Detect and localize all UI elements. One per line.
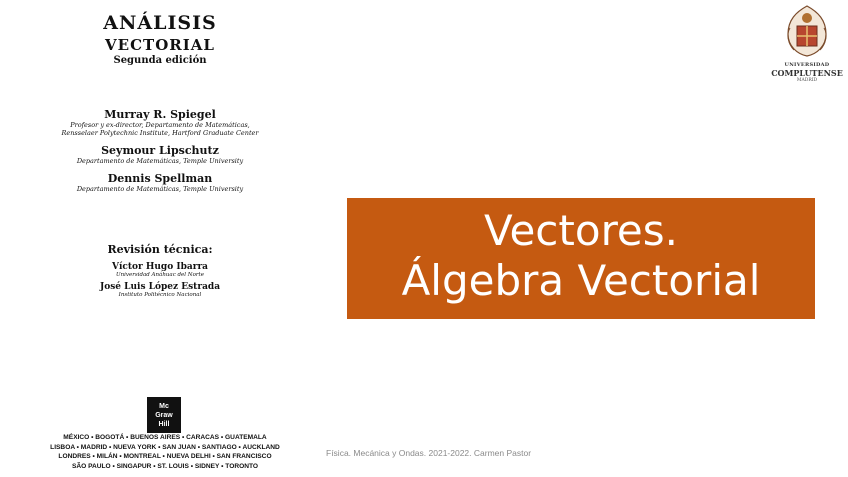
author bbox=[40, 172, 280, 193]
logo-line: Graw bbox=[155, 411, 173, 419]
authors-list bbox=[40, 108, 280, 200]
author bbox=[40, 144, 280, 165]
cities-line: MÉXICO • BOGOTÁ • BUENOS AIRES • CARACAS • GUATEMALA bbox=[63, 434, 267, 441]
author-affiliation: Departamento de Matemáticas, Temple University bbox=[76, 157, 244, 165]
cities-line: SÃO PAULO • SINGAPUR • ST. LOUIS • SIDNEY • TORONTO bbox=[71, 462, 259, 470]
logo-line: Mc bbox=[159, 402, 169, 410]
reviewer-name: Víctor Hugo Ibarra bbox=[111, 262, 209, 272]
book-cover bbox=[0, 0, 330, 477]
author-affiliation: Departamento de Matemáticas, Temple University bbox=[76, 185, 244, 193]
author bbox=[40, 108, 280, 137]
author-affiliation: Profesor y ex-director, Departamento de Matemáticas, Rensselaer Polytechnic Institute, Hartford Graduate Center bbox=[61, 121, 259, 137]
title-banner bbox=[347, 198, 815, 319]
mcgraw-hill-logo bbox=[147, 397, 181, 433]
logo-line: Hill bbox=[158, 420, 170, 428]
cities-line: LONDRES • MILÁN • MONTREAL • NUEVA DELHI • SAN FRANCISCO bbox=[58, 453, 272, 460]
book-title-line1: ANÁLISIS bbox=[103, 12, 217, 34]
book-title-line2: VECTORIAL bbox=[105, 36, 215, 54]
book-title bbox=[100, 12, 220, 66]
university-city: MADRID bbox=[796, 78, 818, 83]
banner-title-line1: Vectores. bbox=[484, 206, 678, 255]
book-edition: Segunda edición bbox=[113, 55, 207, 66]
ucm-seal-icon bbox=[784, 4, 830, 58]
cities-line: LISBOA • MADRID • NUEVA YORK • SAN JUAN • SANTIAGO • AUCKLAND bbox=[50, 443, 280, 451]
reviewer-affiliation: Instituto Politécnico Nacional bbox=[118, 292, 202, 298]
publisher-cities bbox=[30, 433, 300, 471]
author-name: Murray R. Spiegel bbox=[104, 108, 216, 121]
university-logo bbox=[770, 4, 844, 83]
reviewer-name: José Luis López Estrada bbox=[99, 282, 221, 292]
university-label: UNIVERSIDAD bbox=[784, 62, 830, 68]
slide-footer: Física. Mecánica y Ondas. 2021-2022. Carmen Pastor bbox=[326, 448, 532, 458]
review-heading: Revisión técnica: bbox=[107, 243, 213, 256]
author-name: Seymour Lipschutz bbox=[101, 144, 219, 157]
banner-title-line2: Álgebra Vectorial bbox=[401, 256, 761, 305]
reviewer-affiliation: Universidad Anáhuac del Norte bbox=[115, 272, 205, 278]
university-name: COMPLUTENSE bbox=[771, 68, 843, 78]
author-name: Dennis Spellman bbox=[107, 172, 213, 185]
technical-review bbox=[60, 243, 260, 302]
